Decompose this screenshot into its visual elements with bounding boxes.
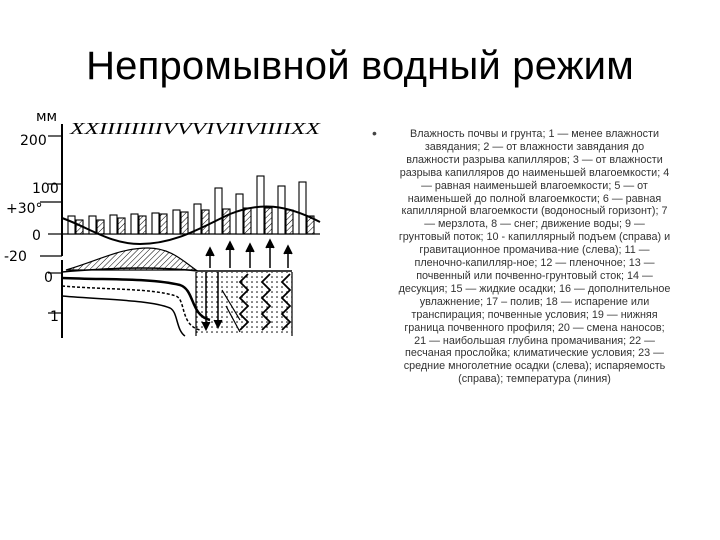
water-regime-figure bbox=[0, 110, 345, 340]
y-label-0: 0 bbox=[32, 228, 41, 244]
depth-label-0: 0 bbox=[44, 270, 53, 286]
y-label-minus20: -20 bbox=[4, 249, 27, 265]
unit-label: мм bbox=[36, 110, 58, 125]
y-label-plus30: +30° bbox=[6, 201, 43, 217]
legend-caption: Влажность почвы и грунта; 1 — менее влажности завядания; 2 — от влажности завядания до влажности разрыва капилляров; 3 — от влажности разрыва капилляров до наименьшей влагоемкости; 4 — равная наименьшей влагоемкости; 5 — от наименьшей до полной влагоемкости; 6 — равная капиллярной влагоемкости (водоносный горизонт); 7 — мерзлота, 8 — снег; движение воды; 9 — грунтовый поток; 10 - капиллярный подъем (справа) и гравитационное промачива-ние (слева); 11 —пленочно-капилляр-ное; 12 — пленочное; 13 — почвенный или почвенно-грунтовый сток; 14 — десукция; 15 — жидкие осадки; 16 — дополнительное увлажнение; 17 – полив; 18 — испарение или транспирация; почвенные условия; 19 — нижняя граница почвенного профиля; 20 — смена наносов; 21 — наибольшая глубина промачивания; 22 — песчаная прослойка; климатические условия; 23 — средние многолетние осадки (слева); испаряемость (справа); температура (линия) bbox=[398, 128, 671, 386]
y-label-200: 200 bbox=[20, 133, 47, 149]
y-label-100: 100 bbox=[32, 181, 59, 197]
water-regime-diagram bbox=[0, 110, 345, 340]
depth-label-1: 1 bbox=[50, 309, 59, 325]
caption-block bbox=[372, 125, 672, 386]
slide-title: Непромывной водный режим bbox=[86, 44, 634, 88]
month-labels: XXIIIIIIIIVVVIVIIVIIIIXX bbox=[68, 119, 321, 138]
evaporation-arrows bbox=[206, 240, 292, 268]
soil-profile-panel bbox=[48, 248, 292, 338]
bullet-marker: • bbox=[372, 125, 377, 141]
